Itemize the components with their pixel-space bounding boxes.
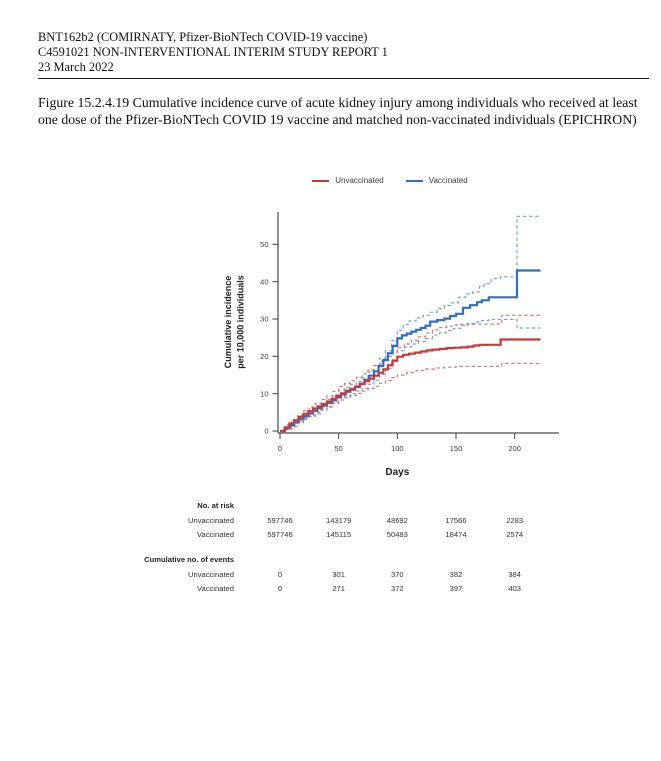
risk-table-value: 17566 bbox=[445, 515, 467, 525]
risk-table-value: 2283 bbox=[506, 515, 524, 525]
y-tick-label: 30 bbox=[260, 314, 269, 324]
x-axis-title: Days bbox=[385, 467, 410, 478]
header-line-product: BNT162b2 (COMIRNATY, Pfizer-BioNTech COVID-19 vaccine) bbox=[38, 30, 368, 44]
risk-table-value: 597746 bbox=[267, 515, 293, 525]
risk-table-value: 271 bbox=[332, 584, 345, 594]
header-line-study: C4591021 NON-INTERVENTIONAL INTERIM STUDY REPORT 1 bbox=[38, 45, 388, 60]
risk-table-value: 48692 bbox=[386, 515, 408, 525]
risk-table-value: 50483 bbox=[386, 530, 408, 540]
risk-table-row-label: Unvaccinated bbox=[187, 569, 234, 579]
risk-table-value: 370 bbox=[390, 569, 404, 579]
risk-table-value: 597746 bbox=[267, 530, 293, 540]
y-tick-label: 10 bbox=[260, 389, 269, 399]
risk-table-value: 301 bbox=[332, 569, 345, 579]
y-tick-label: 40 bbox=[260, 277, 269, 287]
risk-table-value: 2574 bbox=[506, 530, 524, 540]
risk-table-section-label: No. at risk bbox=[197, 501, 234, 510]
x-tick-label: 100 bbox=[391, 444, 404, 453]
risk-table-row-label: Unvaccinated bbox=[187, 515, 234, 525]
risk-table-value: 403 bbox=[508, 584, 521, 594]
risk-table-value: 145115 bbox=[326, 530, 352, 540]
risk-table-row-label: Vaccinated bbox=[196, 530, 234, 540]
risk-table-value: 0 bbox=[277, 584, 283, 594]
legend-label-unvaccinated: Unvaccinated bbox=[335, 176, 384, 185]
y-axis-title-line: per 10,000 individuals bbox=[235, 275, 246, 369]
x-tick-label: 50 bbox=[334, 444, 343, 453]
risk-table-value: 0 bbox=[277, 569, 283, 579]
y-tick-label: 50 bbox=[260, 239, 269, 249]
header-line-date: 23 March 2022 bbox=[38, 60, 114, 75]
risk-table-value: 384 bbox=[508, 569, 521, 579]
legend-label-vaccinated: Vaccinated bbox=[428, 176, 468, 185]
risk-table-value: 382 bbox=[449, 569, 463, 579]
x-tick-label: 0 bbox=[277, 444, 283, 453]
y-axis-title-line: Cumulative incidence bbox=[223, 275, 233, 369]
risk-table-value: 18474 bbox=[445, 530, 467, 540]
y-tick-label: 20 bbox=[260, 351, 269, 361]
risk-table-value: 372 bbox=[390, 584, 404, 594]
figure-caption: Figure 15.2.4.19 Cumulative incidence curve of acute kidney injury among individuals who received at least one dose of the Pfizer-BioNTech COVID 19 vaccine and matched non-vaccinated individuals (EPICHRON) bbox=[38, 95, 638, 127]
y-tick-label: 0 bbox=[264, 426, 269, 436]
risk-table-value: 397 bbox=[449, 584, 463, 594]
x-tick-label: 200 bbox=[508, 444, 521, 453]
risk-table-row-label: Vaccinated bbox=[196, 584, 234, 594]
risk-table-value: 143179 bbox=[325, 515, 352, 525]
x-tick-label: 150 bbox=[449, 444, 463, 453]
risk-table-section-label: Cumulative no. of events bbox=[144, 555, 234, 565]
